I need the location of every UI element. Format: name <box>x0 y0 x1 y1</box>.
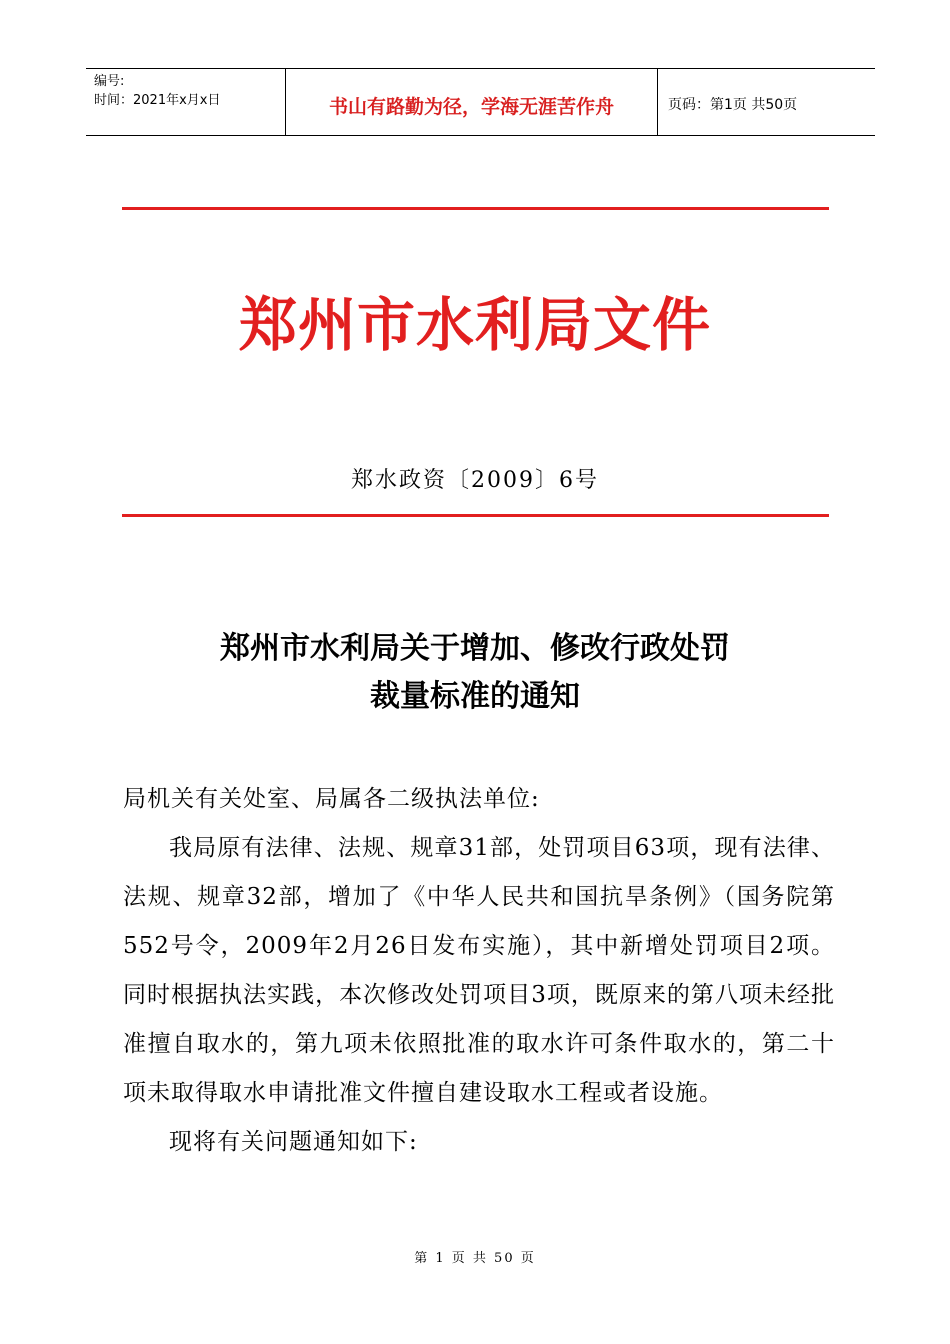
notice-title-line1: 郑州市水利局关于增加、修改行政处罚 <box>220 631 730 666</box>
page-header <box>86 68 875 136</box>
paragraph: 我局原有法律、法规、规章31部，处罚项目63项，现有法律、法规、规章32部，增加了《中华人民共和国抗旱条例》（国务院第552号令，2009年2月26日发布实施），其中新增处罚项目2项。同时根据执法实践，本次修改处罚项目3项，既原来的第八项未经批准擅自取水的，第九项未依照批准的取水许可条件取水的，第二十项未取得取水申请批准文件擅自建设取水工程或者设施。 <box>123 835 835 1106</box>
time-label: 时间：2021年x月x日 <box>94 93 221 108</box>
red-divider-bottom <box>122 514 829 517</box>
header-slogan: 书山有路勤为径，学海无涯苦作舟 <box>286 69 658 135</box>
document-body <box>123 775 835 1167</box>
header-page-info: 页码：第1页 共50页 <box>668 97 798 113</box>
notice-title-line2: 裁量标准的通知 <box>370 679 580 714</box>
addressee: 局机关有关处室、局属各二级执法单位: <box>123 786 540 812</box>
header-meta <box>86 69 286 135</box>
document-number: 郑水政资〔2009〕6号 <box>351 468 599 493</box>
issuer-title: 郑州市水利局文件 <box>238 291 711 359</box>
page-footer: 第 1 页 共 50 页 <box>414 1251 536 1266</box>
code-label: 编号: <box>94 74 125 89</box>
notice-title <box>0 625 950 721</box>
paragraph: 现将有关问题通知如下: <box>169 1129 418 1155</box>
red-divider-top <box>122 207 829 210</box>
